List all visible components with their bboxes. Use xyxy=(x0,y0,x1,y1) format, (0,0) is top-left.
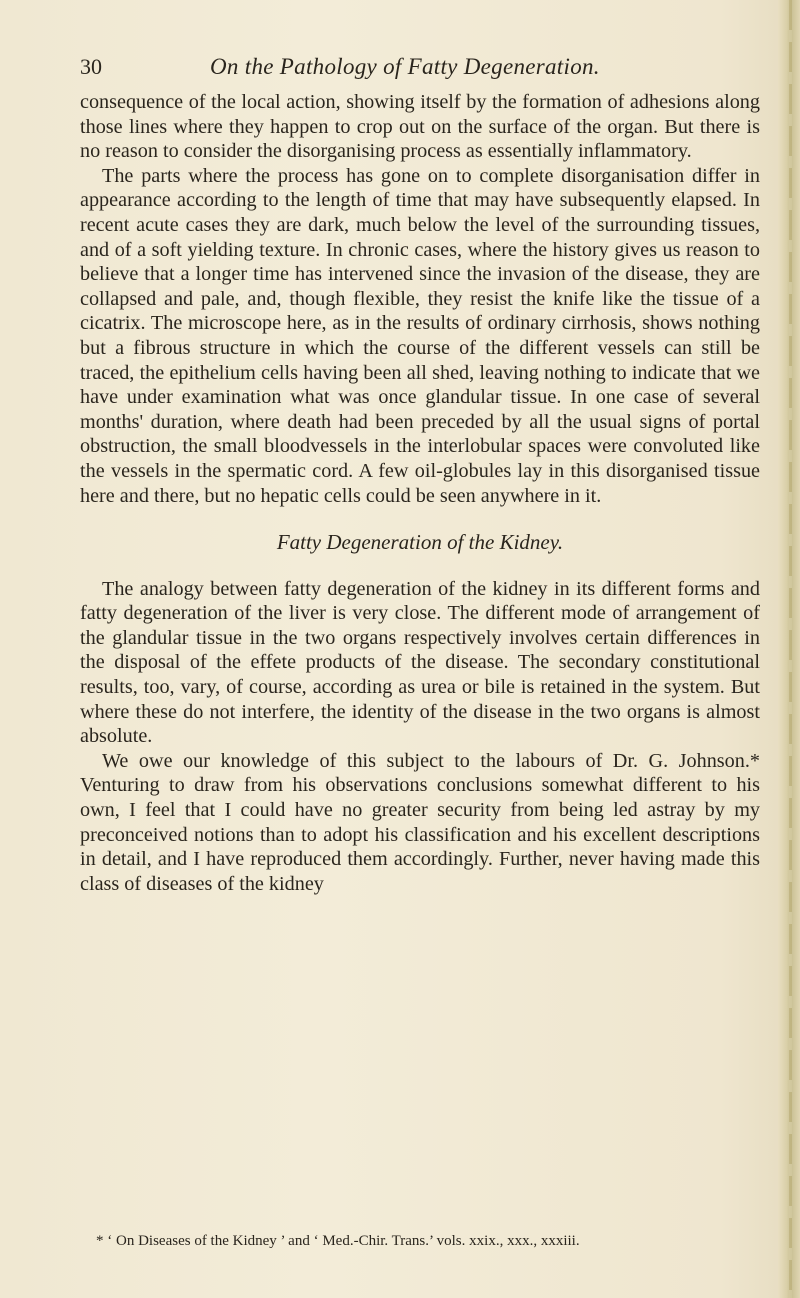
paragraph: consequence of the local action, showing itself by the formation of adhesions along those lines where they happen to crop out on the surface of the organ. But there is no reason to consider the disorganising process as essentially inflammatory. xyxy=(80,91,760,163)
paragraph: The analogy between fatty degeneration of the kidney in its different forms and fatty degeneration of the liver is very close. The different mode of arrangement of the glandular tissue in the two organs respectively involves certain differences in the disposal of the effete products of the disease. The secondary constitutional results, too, vary, of course, according as urea or bile is retained in the system. But where these do not interfere, the identity of the disease in the two organs is almost absolute. xyxy=(80,577,760,748)
page-number: 30 xyxy=(80,54,102,79)
page-header xyxy=(80,54,756,84)
body-text xyxy=(80,90,760,896)
running-title: On the Pathology of Fatty Degeneration. xyxy=(210,54,600,79)
paragraph: The parts where the process has gone on to complete disorganisation differ in appearance according to the length of time that may have subsequently elapsed. In recent acute cases they are dark, much below the level of the surrounding tissues, and of a soft yielding texture. In chronic cases, where the history gives us reason to believe that a longer time has intervened since the invasion of the disease, they are collapsed and pale, and, though flexible, they resist the knife like the tissue of a cicatrix. The microscope here, as in the results of ordinary cirrhosis, shows nothing but a fibrous structure in which the course of the different vessels can still be traced, the epithelium cells having been all shed, leaving nothing to indicate that we have under examination what was once glandular tissue. In one case of several months' duration, where death had been preceded by all the usual signs of portal obstruction, the small bloodvessels in the interlobular spaces were convoluted like the vessels in the spermatic cord. A few oil-globules lay in this disorganised tissue here and there, but no hepatic cells could be seen anywhere in it. xyxy=(80,164,760,507)
footnote: * ‘ On Diseases of the Kidney ’ and ‘ Med.-Chir. Trans.’ vols. xxix., xxx., xxxiii. xyxy=(96,1233,580,1249)
binding-stripe xyxy=(789,0,792,1298)
paragraph: We owe our knowledge of this subject to the labours of Dr. G. Johnson.* Venturing to draw from his observations conclusions somewhat different to his own, I feel that I could have no greater security from being led astray by my preconceived notions than to adopt his classification and his excellent descriptions in detail, and I have reproduced them accordingly. Further, never having made this class of diseases of the kidney xyxy=(80,749,760,895)
page-edge xyxy=(778,0,800,1298)
section-heading: Fatty Degeneration of the Kidney. xyxy=(276,530,564,555)
